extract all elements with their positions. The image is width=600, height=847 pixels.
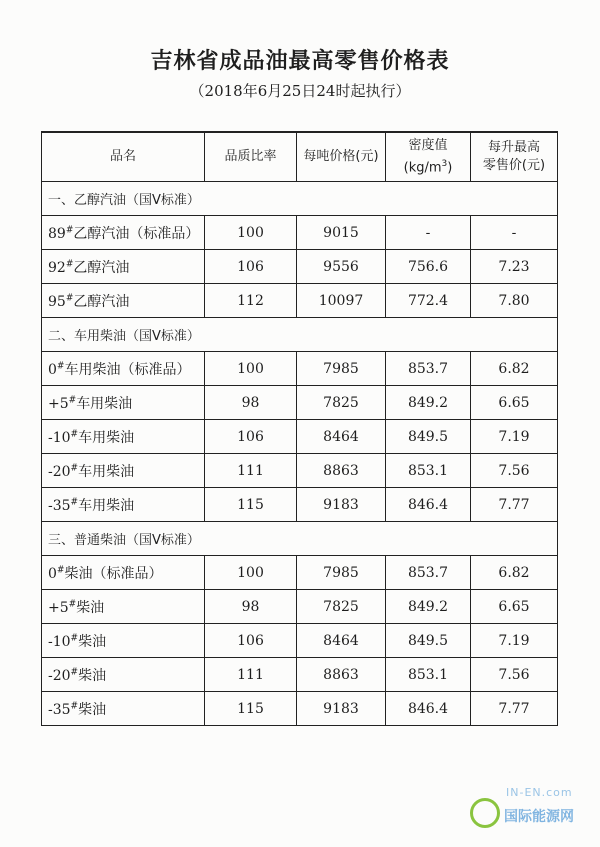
section-label: 三、普通柴油（国Ⅴ标准） bbox=[42, 522, 558, 556]
table-row bbox=[42, 556, 558, 590]
product-name: 柴油 bbox=[78, 633, 107, 650]
retail-price-cell: 6.65 bbox=[471, 386, 558, 420]
product-name-cell bbox=[42, 420, 205, 454]
grade-number: 95 bbox=[48, 293, 66, 310]
header-retail bbox=[471, 132, 558, 182]
grade-number: 89 bbox=[48, 225, 66, 242]
product-name-cell bbox=[42, 216, 205, 250]
section-row bbox=[42, 318, 558, 352]
product-name: 柴油（标准品） bbox=[64, 565, 163, 582]
grade-mark: # bbox=[68, 394, 77, 405]
density-cell: 849.5 bbox=[386, 420, 471, 454]
product-name: 车用柴油 bbox=[78, 497, 135, 514]
grade-mark: # bbox=[65, 258, 74, 269]
quality-ratio-cell: 106 bbox=[205, 250, 297, 284]
density-cell: 846.4 bbox=[386, 692, 471, 726]
grade-mark: # bbox=[70, 700, 79, 711]
retail-price-cell: 7.23 bbox=[471, 250, 558, 284]
section-label: 二、车用柴油（国Ⅴ标准） bbox=[42, 318, 558, 352]
price-per-ton-cell: 7825 bbox=[297, 386, 386, 420]
product-name: 乙醇汽油（标准品） bbox=[73, 225, 200, 242]
density-cell: 853.7 bbox=[386, 352, 471, 386]
retail-price-cell: 7.56 bbox=[471, 454, 558, 488]
price-per-ton-cell: 9556 bbox=[297, 250, 386, 284]
density-cell: 846.4 bbox=[386, 488, 471, 522]
retail-price-cell: 6.65 bbox=[471, 590, 558, 624]
product-name-cell bbox=[42, 284, 205, 318]
grade-mark: # bbox=[70, 666, 79, 677]
table-row bbox=[42, 284, 558, 318]
table-row bbox=[42, 624, 558, 658]
grade-number: +5 bbox=[48, 599, 69, 616]
section-row bbox=[42, 182, 558, 216]
quality-ratio-cell: 98 bbox=[205, 590, 297, 624]
product-name: 柴油 bbox=[78, 667, 107, 684]
grade-number: -35 bbox=[48, 701, 71, 718]
watermark-bottom-text: 国际能源网 bbox=[504, 809, 574, 825]
product-name-cell bbox=[42, 454, 205, 488]
product-name-cell bbox=[42, 590, 205, 624]
density-cell: 853.1 bbox=[386, 658, 471, 692]
quality-ratio-cell: 115 bbox=[205, 692, 297, 726]
price-per-ton-cell: 9183 bbox=[297, 488, 386, 522]
quality-ratio-cell: 100 bbox=[205, 556, 297, 590]
product-name-cell bbox=[42, 352, 205, 386]
product-name-cell bbox=[42, 658, 205, 692]
table-header-row bbox=[42, 132, 558, 182]
table-body bbox=[42, 182, 558, 726]
grade-number: -35 bbox=[48, 497, 71, 514]
product-name-cell bbox=[42, 488, 205, 522]
price-per-ton-cell: 7985 bbox=[297, 352, 386, 386]
grade-mark: # bbox=[70, 428, 79, 439]
header-density-close: ) bbox=[447, 160, 453, 176]
table-row bbox=[42, 488, 558, 522]
retail-price-cell: 7.56 bbox=[471, 658, 558, 692]
grade-number: +5 bbox=[48, 395, 69, 412]
product-name: 车用柴油 bbox=[76, 395, 133, 412]
density-cell: 772.4 bbox=[386, 284, 471, 318]
table-row bbox=[42, 590, 558, 624]
price-per-ton-cell: 8863 bbox=[297, 454, 386, 488]
product-name: 车用柴油（标准品） bbox=[64, 361, 191, 378]
retail-price-cell: 7.19 bbox=[471, 624, 558, 658]
density-cell: 849.2 bbox=[386, 590, 471, 624]
product-name: 柴油 bbox=[78, 701, 107, 718]
price-per-ton-cell: 8464 bbox=[297, 420, 386, 454]
header-retail-line2: 零售价(元) bbox=[482, 158, 546, 173]
product-name: 乙醇汽油 bbox=[73, 293, 130, 310]
quality-ratio-cell: 111 bbox=[205, 658, 297, 692]
retail-price-cell: 7.77 bbox=[471, 692, 558, 726]
table-row bbox=[42, 250, 558, 284]
retail-price-cell: 6.82 bbox=[471, 352, 558, 386]
density-cell: 853.1 bbox=[386, 454, 471, 488]
table-row bbox=[42, 420, 558, 454]
price-per-ton-cell: 9183 bbox=[297, 692, 386, 726]
product-name-cell bbox=[42, 250, 205, 284]
grade-mark: # bbox=[56, 360, 65, 371]
grade-mark: # bbox=[65, 292, 74, 303]
grade-number: -20 bbox=[48, 463, 71, 480]
price-table bbox=[41, 131, 558, 726]
header-retail-line1: 每升最高 bbox=[487, 140, 540, 155]
grade-mark: # bbox=[70, 632, 79, 643]
header-name: 品名 bbox=[42, 132, 205, 182]
quality-ratio-cell: 100 bbox=[205, 216, 297, 250]
quality-ratio-cell: 115 bbox=[205, 488, 297, 522]
grade-mark: # bbox=[70, 462, 79, 473]
quality-ratio-cell: 111 bbox=[205, 454, 297, 488]
retail-price-cell: 7.19 bbox=[471, 420, 558, 454]
grade-number: 92 bbox=[48, 259, 66, 276]
grade-number: 0 bbox=[48, 565, 57, 582]
grade-mark: # bbox=[68, 598, 77, 609]
product-name: 车用柴油 bbox=[78, 429, 135, 446]
product-name-cell bbox=[42, 692, 205, 726]
header-density-exp: 3 bbox=[441, 158, 448, 169]
retail-price-cell: 7.77 bbox=[471, 488, 558, 522]
sun-logo-icon bbox=[470, 798, 500, 828]
grade-number: 0 bbox=[48, 361, 57, 378]
table-row bbox=[42, 454, 558, 488]
header-density-label: 密度值 bbox=[408, 137, 448, 153]
table-row bbox=[42, 692, 558, 726]
page-title: 吉林省成品油最高零售价格表 bbox=[150, 48, 450, 74]
section-label: 一、乙醇汽油（国Ⅴ标准） bbox=[42, 182, 558, 216]
grade-mark: # bbox=[70, 496, 79, 507]
grade-mark: # bbox=[65, 224, 74, 235]
watermark-logo bbox=[462, 778, 594, 838]
header-density bbox=[386, 132, 471, 182]
price-per-ton-cell: 8863 bbox=[297, 658, 386, 692]
price-per-ton-cell: 7985 bbox=[297, 556, 386, 590]
price-per-ton-cell: 8464 bbox=[297, 624, 386, 658]
retail-price-cell: 6.82 bbox=[471, 556, 558, 590]
table-row bbox=[42, 216, 558, 250]
quality-ratio-cell: 106 bbox=[205, 420, 297, 454]
price-per-ton-cell: 10097 bbox=[297, 284, 386, 318]
density-cell: 849.5 bbox=[386, 624, 471, 658]
product-name: 柴油 bbox=[76, 599, 105, 616]
quality-ratio-cell: 106 bbox=[205, 624, 297, 658]
density-cell: 849.2 bbox=[386, 386, 471, 420]
product-name: 乙醇汽油 bbox=[73, 259, 130, 276]
retail-price-cell: 7.80 bbox=[471, 284, 558, 318]
header-density-unit: (kg/m bbox=[403, 160, 442, 176]
header-price-ton: 每吨价格(元) bbox=[297, 132, 386, 182]
table-row bbox=[42, 386, 558, 420]
section-row bbox=[42, 522, 558, 556]
price-per-ton-cell: 7825 bbox=[297, 590, 386, 624]
density-cell: 853.7 bbox=[386, 556, 471, 590]
grade-mark: # bbox=[56, 564, 65, 575]
table-row bbox=[42, 352, 558, 386]
watermark-top-text: IN-EN.com bbox=[506, 786, 573, 799]
page-subtitle: （2018年6月25日24时起执行） bbox=[189, 82, 411, 100]
retail-price-cell: - bbox=[471, 216, 558, 250]
density-cell: 756.6 bbox=[386, 250, 471, 284]
product-name-cell bbox=[42, 556, 205, 590]
product-name-cell bbox=[42, 386, 205, 420]
quality-ratio-cell: 98 bbox=[205, 386, 297, 420]
product-name: 车用柴油 bbox=[78, 463, 135, 480]
header-ratio: 品质比率 bbox=[205, 132, 297, 182]
grade-number: -10 bbox=[48, 633, 71, 650]
quality-ratio-cell: 100 bbox=[205, 352, 297, 386]
density-cell: - bbox=[386, 216, 471, 250]
price-per-ton-cell: 9015 bbox=[297, 216, 386, 250]
grade-number: -20 bbox=[48, 667, 71, 684]
grade-number: -10 bbox=[48, 429, 71, 446]
product-name-cell bbox=[42, 624, 205, 658]
quality-ratio-cell: 112 bbox=[205, 284, 297, 318]
table-row bbox=[42, 658, 558, 692]
